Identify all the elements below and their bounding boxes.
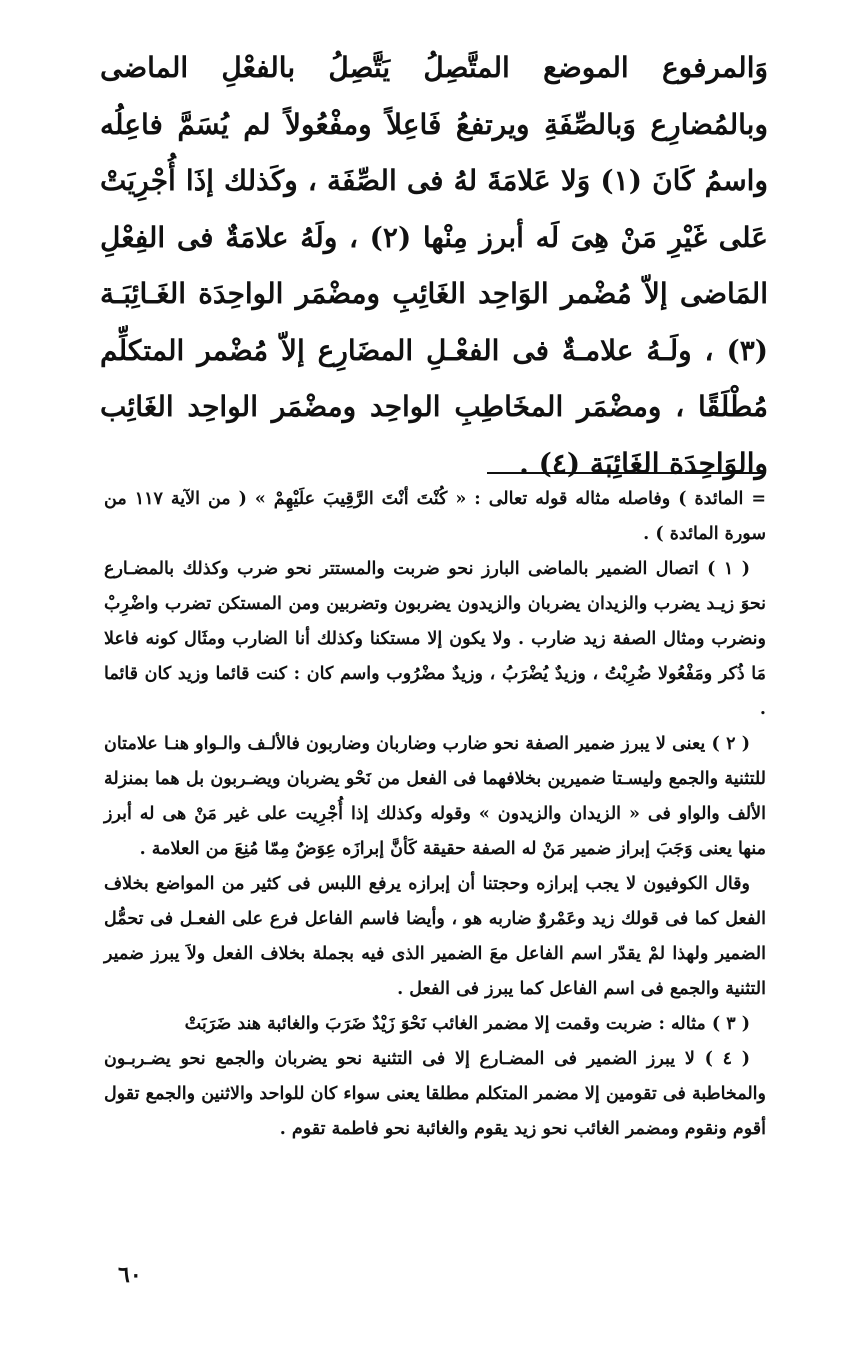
footnote-2: ( ٢ ) يعنى لا يبرز ضمير الصفة نحو ضارب وضاربان وضاربون فالألـف والـواو هنـا علامتان للتثنية والجمع وليسـتا ضميرين بخلافهما فى الفعل من نَحْو يضربان ويضـربون بل هما بمنزلة الألف والواو فى « الزيدان والزيدون » وقوله وكذلك إذا أُجْرِيت على غير مَنْ هى له أبرز منها يعنى وَجَبَ إبراز ضمير مَنْ له الصفة حقيقة كَأنَّ إبرازَه عِوَضٌ مِمّا مُنِعَ من العلامة . <box>104 734 766 859</box>
page-number: ٦٠ <box>118 1262 142 1288</box>
footnotes-block <box>104 482 766 1147</box>
main-paragraph: وَالمرفوع الموضع المتَّصِلُ يَتَّصِلُ بالفعْلِ الماضى وبالمُضارِع وَبالصِّفَةِ ويرتفعُ فَاعِلاً ومفْعُولاً لم يُسَمَّ فاعِلُه واسمُ كَانَ (١) وَلا عَلامَةَ لهُ فى الصِّفَة ، وكَذلك إذَا أُجْرِيَتْ عَلى غَيْرِ مَنْ هِىَ لَه أبرز مِنْها (٢) ، ولَهُ علامَةٌ فى الفِعْلِ المَاضى إلاّ مُضْمر الوَاحِد الغَائِبِ ومضْمَر الواحِدَة الغَـائِبَـة (٣) ، ولَـهُ علامـةٌ فى الفعْـلِ المضَارِع إلاّ مُضْمر المتكلِّم مُطْلَقًا ، ومضْمَر المخَاطِبِ الواحِد ومضْمَر الواحِد الغَائِب والوَاحِدَة الغَائِبَة (٤) . <box>100 51 768 480</box>
footnote-4: ( ٤ ) لا يبرز الضمير فى المضـارع إلا فى التثنية نحو يضربان والجمع نحو يضـربـون والمخاطبة فى تقومين إلا مضمر المتكلم مطلقا يعنى سواء كان للواحد والاثنين والجمع تقول أقوم ونقوم ومضمر الغائب نحو زيد يقوم والغائبة نحو فاطمة تقوم . <box>104 1049 766 1139</box>
main-text-block <box>100 40 768 492</box>
footnote-1: ( ١ ) اتصال الضمير بالماضى البارز نحو ضربت والمستتر نحو ضرب وكذلك بالمضـارع نحوَ زيـد يضرب والزيدان يضربان والزيدون يضربون وتضربين ومن المستكن تضرب واضْرِبْ ونضرب ومثال الصفة زيد ضارب . ولا يكون إلا مستكنا وكذلك أنا الضارب ومثَال كونه فاعلا مَا ذُكر ومَفْعُولا ضُرِبْتُ ، وزيدٌ يُضْرَبُ ، وزيدٌ مضْرُوب واسم كان : كنت قائما وزيد كان قائما . <box>104 559 766 719</box>
footnote-continuation: = المائدة ) وفاصله مثاله قوله تعالى : « كُنْتَ أنْتَ الرَّقِيبَ علَيْهِمْ » ( من الآية ١١٧ من سورة المائدة ) . <box>104 489 766 544</box>
footnote-3: ( ٣ ) مثاله : ضربت وقمت إلا مضمر الغائب نَحْوَ زَيْدٌ ضَرَبَ والغائبة هند ضَرَبَتْ <box>184 1014 750 1034</box>
footnote-2-continued: وقال الكوفيون لا يجب إبرازه وحجتنا أن إبرازه يرفع اللبس فى كثير من المواضع بخلاف الفعل كما فى قولك زيد وعَمْروٌ ضاربه هو ، وأيضا فاسم الفاعل فرع على الفعـل فى تحمُّل الضمير ولهذا لمْ يقدّر اسم الفاعل معَ الضمير الذى فيه بجملة بخلاف الفعل ولاَ يبرز ضمير التثنية والجمع فى اسم الفاعل كما يبرز فى الفعل . <box>104 874 766 999</box>
footnote-separator <box>487 472 765 474</box>
